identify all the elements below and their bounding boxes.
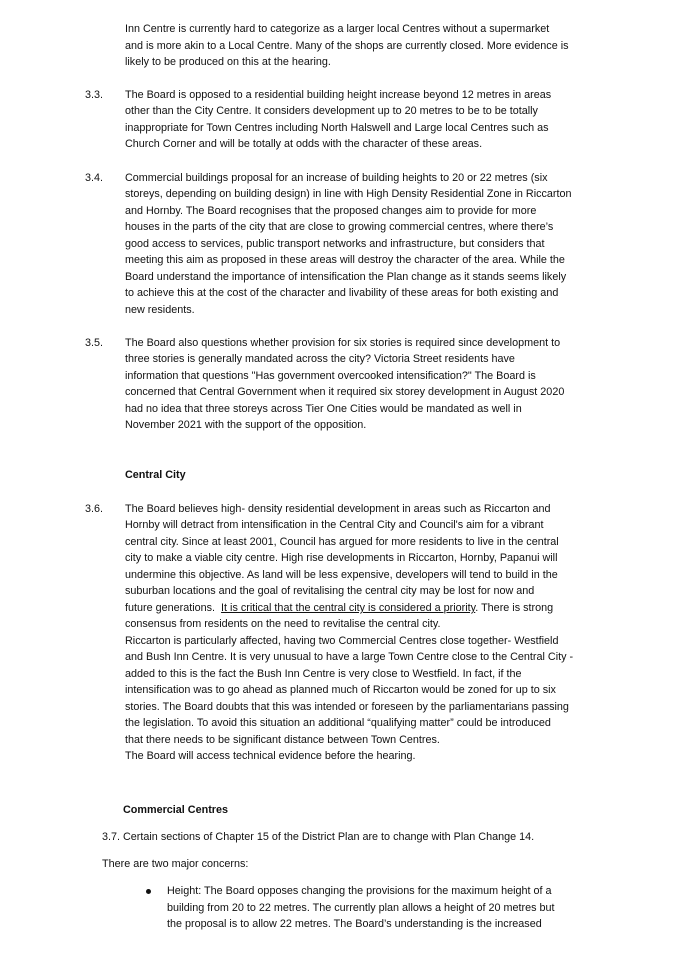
paragraph-line: Riccarton is particularly affected, having two Commercial Centres close together- Westfield xyxy=(125,635,559,647)
paragraph-line: and Bush Inn Centre. It is very unusual to have a large Town Centre close to the Central City - xyxy=(125,651,574,663)
paragraph-line: the legislation. To avoid this situation an additional “qualifying matter” could be introduced xyxy=(125,717,551,729)
paragraph-line: suburban locations and the goal of revitalising the central city may be lost for now and xyxy=(125,585,535,597)
section-heading-central-city: Central City xyxy=(125,469,186,481)
paragraph-line: three stories is generally mandated across the city? Victoria Street residents have xyxy=(125,353,515,365)
paragraph-line: good access to services, public transport networks and infrastructure, but considers that xyxy=(125,238,545,250)
line-text: future generations. xyxy=(125,602,222,614)
paragraph-line: to achieve this at the cost of the character and livability of these areas for both existing and xyxy=(125,287,559,299)
paragraph-line: inappropriate for Town Centres including North Halswell and Large local Centres such as xyxy=(125,122,549,134)
paragraph-line: that there needs to be significant distance between Town Centres. xyxy=(125,734,440,746)
paragraph-line: The Board will access technical evidence before the hearing. xyxy=(125,750,416,762)
paragraph-line: Church Corner and will be totally at odds with the character of these areas. xyxy=(125,138,483,150)
section-heading-commercial-centres: Commercial Centres xyxy=(123,804,229,816)
paragraph-line: houses in the parts of the city that are close to growing commercial centres, where there’s xyxy=(125,221,554,233)
paragraph-number: 3.3. xyxy=(85,89,104,101)
paragraph-line: new residents. xyxy=(125,304,195,316)
concerns-intro: There are two major concerns: xyxy=(102,858,249,870)
paragraph-number: 3.5. xyxy=(85,337,104,349)
continuation-line: Inn Centre is currently hard to categorize as a larger local Centres without a supermarket xyxy=(125,23,550,35)
line-text: . There is strong xyxy=(475,602,554,614)
paragraph-line: had no idea that three storeys across Tier One Cities would be mandated as well in xyxy=(125,403,522,415)
paragraph-line: November 2021 with the support of the opposition. xyxy=(125,419,367,431)
paragraph-line: other than the City Centre. It considers development up to 20 metres to be to be totally xyxy=(125,105,538,117)
paragraph-line: concerned that Central Government when it required six storey development in August 2020 xyxy=(125,386,565,398)
paragraph-line: undermine this objective. As land will be less expensive, developers will tend to build in the xyxy=(125,569,558,581)
paragraph-line: central city. Since at least 2001, Council has argued for more residents to live in the central xyxy=(125,536,559,548)
paragraph-number: 3.4. xyxy=(85,172,104,184)
paragraph-line: and Hornby. The Board recognises that the proposed changes aim to provide for more xyxy=(125,205,537,217)
paragraph-line: The Board believes high- density residential development in areas such as Riccarton and xyxy=(125,503,551,515)
paragraph-line: Hornby will detract from intensification in the Central City and Council's aim for a vibrant xyxy=(125,519,544,531)
paragraph-line: city to make a viable city centre. High rise developments in Riccarton, Hornby, Papanui will xyxy=(125,552,558,564)
paragraph-line: added to this is the fact the Bush Inn Centre is very close to Westfield. In fact, if the xyxy=(125,668,522,680)
continuation-line: likely to be produced on this at the hearing. xyxy=(125,56,331,68)
paragraph-line: consensus from residents on the need to revitalise the central city. xyxy=(125,618,441,630)
continuation-line: and is more akin to a Local Centre. Many of the shops are currently closed. More evidence is xyxy=(125,40,569,52)
bullet-line: Height: The Board opposes changing the provisions for the maximum height of a xyxy=(167,885,552,897)
paragraph-line: Board understand the importance of intensification the Plan change as it stands seems likely xyxy=(125,271,567,283)
paragraph-line: The Board also questions whether provision for six stories is required since development to xyxy=(125,337,561,349)
bullet-line: building from 20 to 22 metres. The currently plan allows a height of 20 metres but xyxy=(167,902,555,914)
paragraph-line: Commercial buildings proposal for an increase of building heights to 20 or 22 metres (six xyxy=(125,172,548,184)
paragraph-line: The Board is opposed to a residential building height increase beyond 12 metres in areas xyxy=(125,89,552,101)
paragraph-line: information that questions "Has government overcooked intensification?" The Board is xyxy=(125,370,536,382)
bullet-line: the proposal is to allow 22 metres. The Board’s understanding is the increased xyxy=(167,918,542,930)
paragraph-line: stories. The Board doubts that this was intended or foreseen by the parliamentarians passing xyxy=(125,701,569,713)
paragraph-line xyxy=(125,603,553,614)
paragraph-line: 3.7. Certain sections of Chapter 15 of the District Plan are to change with Plan Change 14. xyxy=(102,831,535,843)
paragraph-line: meeting this aim as proposed in these areas will destroy the character of the area. While the xyxy=(125,254,565,266)
paragraph-line: storeys, depending on building design) in line with High Density Residential Zone in Riccarton xyxy=(125,188,572,200)
bullet-icon xyxy=(146,889,151,894)
underlined-emphasis: It is critical that the central city is considered a priority xyxy=(221,602,476,614)
paragraph-line: intensification was to go ahead as planned much of Riccarton would be zoned for up to six xyxy=(125,684,556,696)
paragraph-number: 3.6. xyxy=(85,503,104,515)
